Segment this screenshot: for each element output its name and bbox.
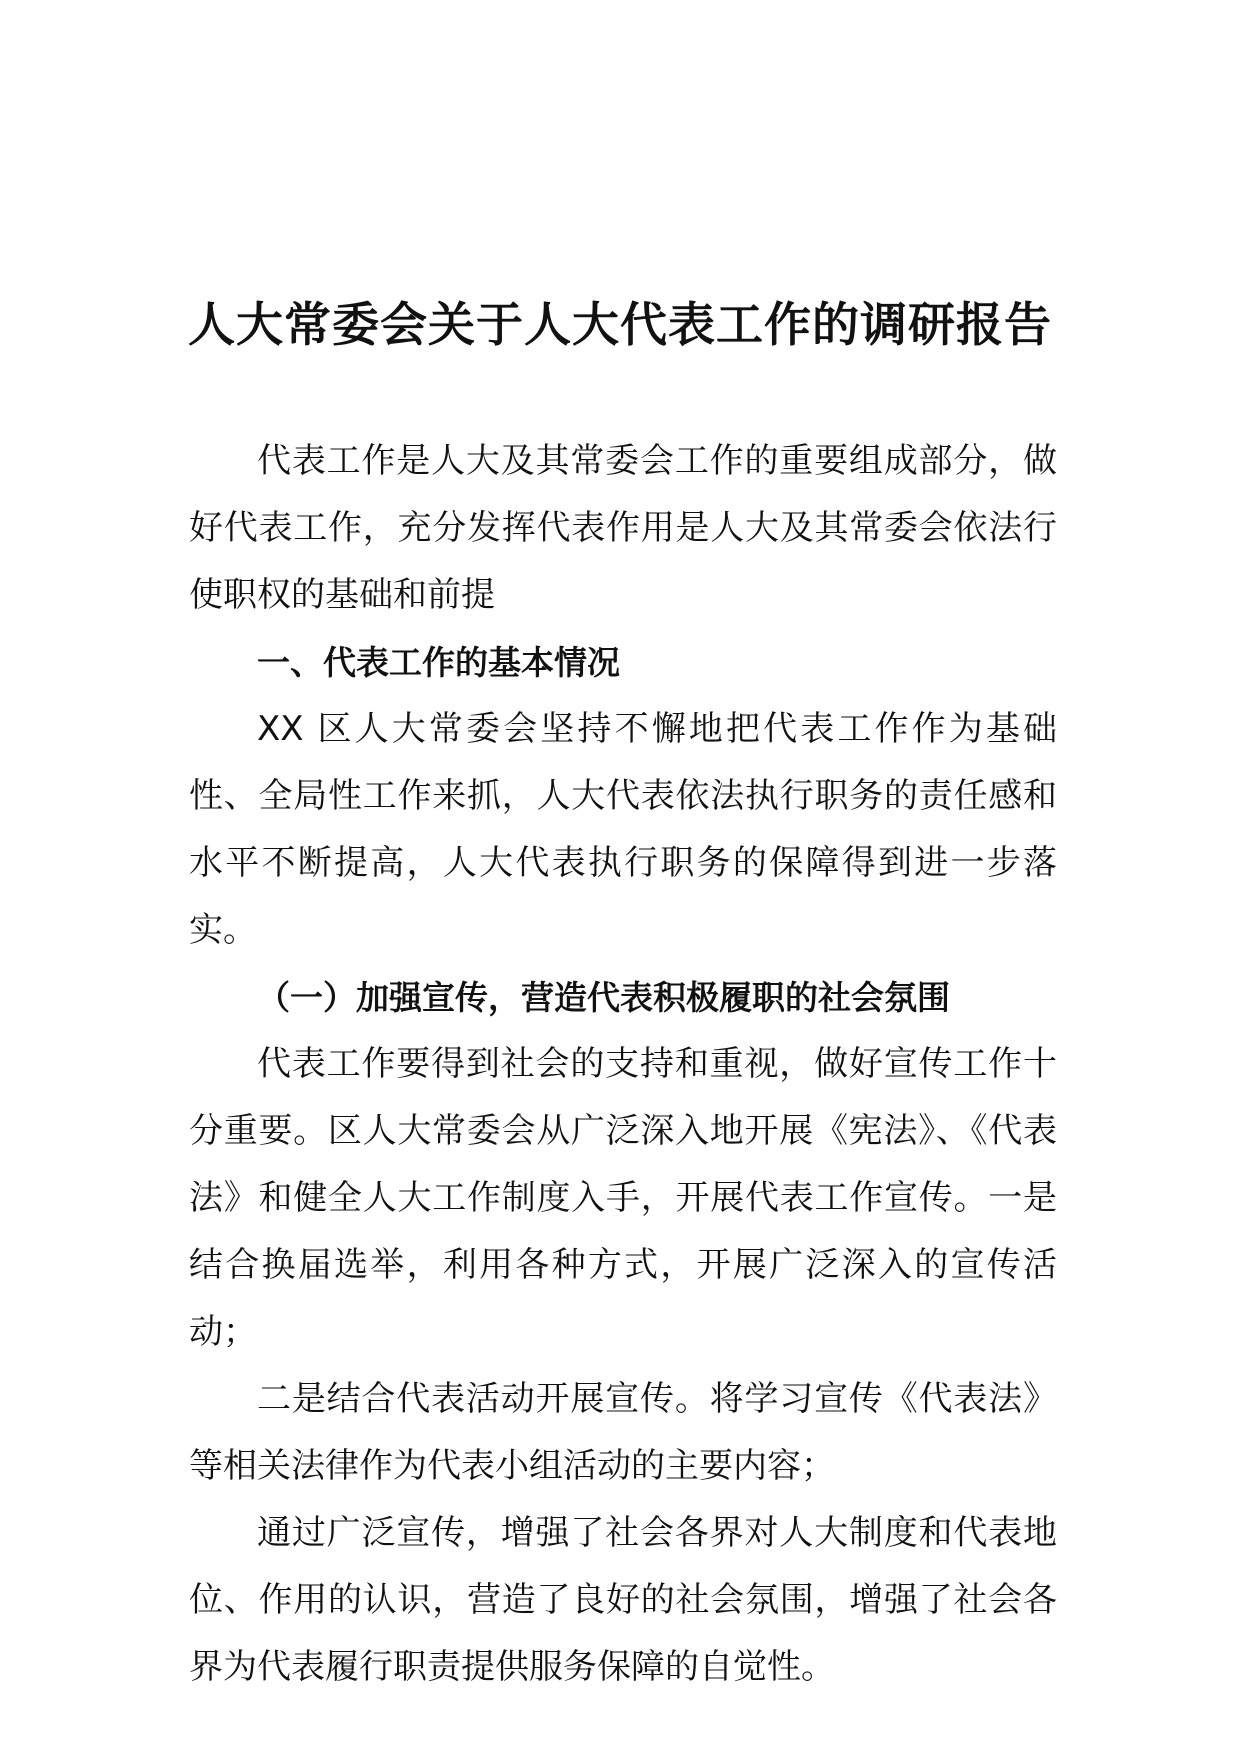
document-body [189, 428, 1057, 1701]
paragraph-basic-situation: XX 区人大常委会坚持不懈地把代表工作作为基础性、全局性工作来抓，人大代表依法执行职务的责任感和水平不断提高，人大代表执行职务的保障得到进一步落实。 [189, 709, 1057, 950]
paragraph-publicity: 代表工作要得到社会的支持和重视，做好宣传工作十分重要。区人大常委会从广泛深入地开展《宪法》、《代表法》和健全人大工作制度入手，开展代表工作宣传。一是结合换届选举，利用各种方式，开展广泛深入的宣传活动； [189, 1044, 1057, 1352]
paragraph-second-point: 二是结合代表活动开展宣传。将学习宣传《代表法》等相关法律作为代表小组活动的主要内容； [189, 1379, 1057, 1486]
subsection-heading: （一）加强宣传，营造代表积极履职的社会氛围 [257, 978, 950, 1017]
section-heading: 一、代表工作的基本情况 [257, 643, 620, 682]
document-title: 人大常委会关于人大代表工作的调研报告 [188, 298, 1052, 353]
paragraph-intro: 代表工作是人大及其常委会工作的重要组成部分，做好代表工作，充分发挥代表作用是人大及其常委会依法行使职权的基础和前提 [189, 441, 1057, 615]
paragraph-conclusion: 通过广泛宣传，增强了社会各界对人大制度和代表地位、作用的认识，营造了良好的社会氛围，增强了社会各界为代表履行职责提供服务保障的自觉性。 [189, 1513, 1057, 1687]
